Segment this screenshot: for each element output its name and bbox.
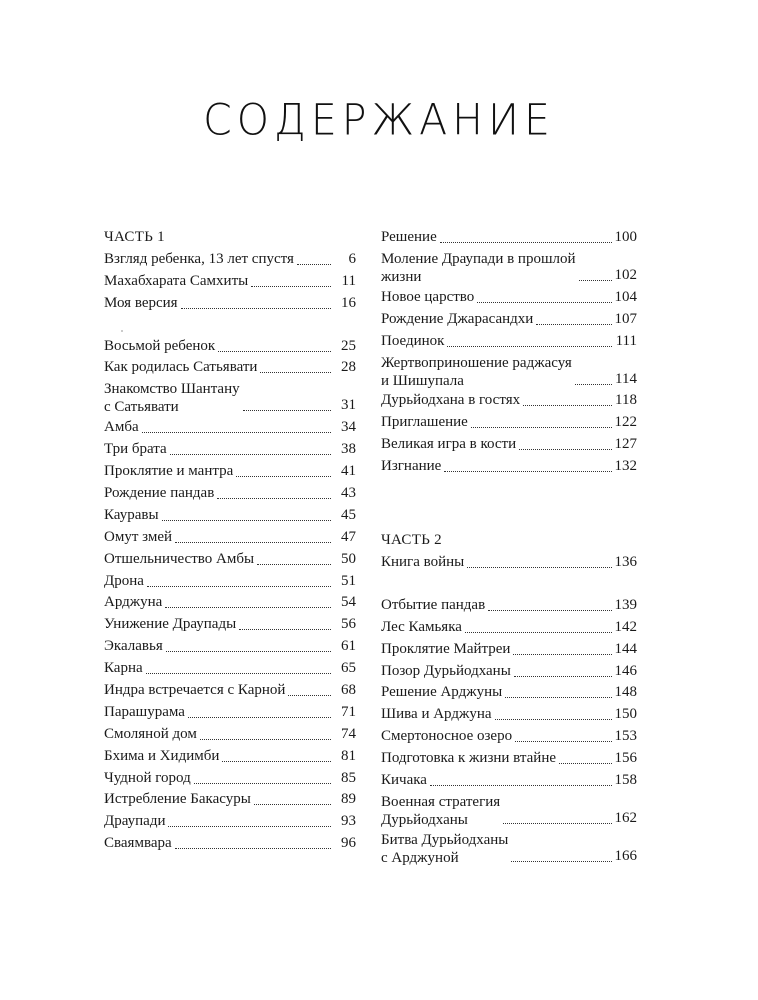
toc-entry-title: Рождение пандав <box>104 485 215 502</box>
toc-entry <box>381 769 637 791</box>
dot-leader <box>519 448 611 450</box>
toc-entry-page: 74 <box>341 725 356 742</box>
toc-entry-title: Новое царство <box>381 288 475 305</box>
toc-entry-page: 45 <box>341 506 356 523</box>
toc-entry <box>104 723 356 745</box>
toc-entry-title: Арджуна <box>104 594 163 611</box>
toc-entry <box>381 330 637 352</box>
toc-entry <box>104 701 356 723</box>
toc-entry-title: Знакомство Шантану с Сатьявати <box>104 381 240 416</box>
toc-entry-page: 111 <box>615 332 637 349</box>
dot-leader <box>465 631 612 633</box>
toc-entry-title: Смертоносное озеро <box>381 728 513 745</box>
toc-entry-page: 89 <box>341 791 356 808</box>
toc-entry-page: 104 <box>614 288 637 305</box>
toc-entry-title: Шива и Арджуна <box>381 706 492 723</box>
toc-column-right <box>381 226 637 867</box>
toc-entry-title: Приглашение <box>381 414 468 431</box>
toc-entry-page: 139 <box>614 596 637 613</box>
dot-leader <box>505 696 611 698</box>
dot-leader <box>175 847 331 849</box>
dot-leader <box>218 350 331 352</box>
toc-entry-title: Чудной город <box>104 769 191 786</box>
toc-entry <box>104 570 356 592</box>
toc-entry <box>381 660 637 682</box>
toc-entry-page: 54 <box>341 594 356 611</box>
toc-entry-title: Смоляной дом <box>104 725 197 742</box>
toc-entry-title: Карна <box>104 660 143 677</box>
toc-entry-page: 43 <box>341 485 356 502</box>
toc-entry <box>381 829 637 867</box>
dot-leader <box>523 404 612 406</box>
toc-entry <box>381 411 637 433</box>
dot-leader <box>142 431 331 433</box>
toc-entry-page: 107 <box>614 310 637 327</box>
toc-entry <box>104 657 356 679</box>
toc-entry <box>104 745 356 767</box>
toc-entry-page: 166 <box>614 848 637 865</box>
toc-entry <box>104 482 356 504</box>
dot-leader <box>503 822 611 824</box>
toc-entry <box>104 292 356 314</box>
toc-entry-page: 65 <box>341 660 356 677</box>
toc-entry-title: Моление Драупади в прошлой жизни <box>381 250 576 285</box>
toc-entry <box>104 635 356 657</box>
toc-entry <box>104 460 356 482</box>
toc-entry-title: Кичака <box>381 772 427 789</box>
toc-entry <box>104 832 356 854</box>
toc-entry <box>381 352 637 390</box>
dot-leader <box>175 541 331 543</box>
toc-entry-page: 51 <box>341 572 356 589</box>
toc-entry <box>104 357 356 379</box>
toc-entry <box>381 791 637 829</box>
toc-entry-page: 11 <box>341 272 356 289</box>
toc-entry-page: 6 <box>348 250 356 267</box>
dot-leader <box>536 323 611 325</box>
toc-entry-title: Отшельничество Амбы <box>104 550 255 567</box>
toc-entry <box>104 270 356 292</box>
toc-entry-page: 114 <box>615 370 637 387</box>
toc-entry-title: Истребление Бакасуры <box>104 791 251 808</box>
toc-entry-page: 61 <box>341 638 356 655</box>
toc-entry <box>381 455 637 477</box>
toc-entry-page: 56 <box>341 616 356 633</box>
toc-entry-title: Сваямвара <box>104 835 172 852</box>
part-1-group-a <box>104 248 356 314</box>
dot-leader <box>559 762 612 764</box>
toc-entry-page: 93 <box>341 813 356 830</box>
toc-entry <box>381 433 637 455</box>
dot-leader <box>236 475 331 477</box>
toc-entry-title: Жертвоприношение раджасуя и Шишупала <box>381 354 572 389</box>
dot-leader <box>430 784 612 786</box>
toc-entry <box>104 810 356 832</box>
toc-entry-title: Военная стратегия Дурьйодханы <box>381 794 501 829</box>
toc-entry-title: Битва Дурьйодханы с Арджуной <box>381 832 509 867</box>
dot-leader <box>194 782 331 784</box>
dot-leader <box>162 519 331 521</box>
toc-entry-page: 41 <box>341 463 356 480</box>
toc-entry <box>381 594 637 616</box>
dot-leader <box>260 371 331 373</box>
toc-entry-title: Кауравы <box>104 506 159 523</box>
dot-leader <box>222 760 331 762</box>
dot-leader <box>488 609 611 611</box>
toc-entry-title: Индра встречается с Карной <box>104 682 286 699</box>
toc-entry-page: 71 <box>341 703 356 720</box>
toc-entry-title: Восьмой ребенок <box>104 337 216 354</box>
toc-entry-page: 38 <box>341 441 356 458</box>
toc-entry-title: Проклятие Майтреи <box>381 640 511 657</box>
toc-entry-title: Подготовка к жизни втайне <box>381 750 556 767</box>
toc-entry-title: Изгнание <box>381 458 442 475</box>
toc-entry-title: Поединок <box>381 332 445 349</box>
toc-entry-page: 100 <box>614 228 637 245</box>
dot-leader <box>514 675 612 677</box>
toc-entry <box>104 526 356 548</box>
dot-leader <box>146 672 331 674</box>
toc-entry-page: 132 <box>614 458 637 475</box>
dot-leader <box>444 470 611 472</box>
toc-entry-title: Рождение Джарасандхи <box>381 310 534 327</box>
toc-entry-title: Позор Дурьйодханы <box>381 662 511 679</box>
toc-entry-title: Амба <box>104 419 139 436</box>
toc-entry <box>104 335 356 357</box>
toc-entry <box>381 703 637 725</box>
toc-entry-page: 25 <box>341 337 356 354</box>
toc-entry <box>381 747 637 769</box>
toc-entry-page: 158 <box>614 772 637 789</box>
toc-entry-page: 153 <box>614 728 637 745</box>
dot-leader <box>166 650 331 652</box>
part-1-label: ЧАСТЬ 1 <box>104 229 165 245</box>
dot-leader <box>447 345 612 347</box>
toc-entry-page: 68 <box>341 682 356 699</box>
toc-entry-page: 146 <box>614 662 637 679</box>
toc-entry-page: 118 <box>615 392 637 409</box>
toc-entry-page: 96 <box>341 835 356 852</box>
toc-entry <box>381 308 637 330</box>
dot-leader <box>251 285 331 287</box>
toc-entry-title: Взгляд ребенка, 13 лет спустя <box>104 250 294 267</box>
part-1-group-b <box>104 335 356 855</box>
toc-entry-page: 122 <box>614 414 637 431</box>
toc-entry <box>381 725 637 747</box>
toc-entry-title: Дрона <box>104 572 144 589</box>
toc-entry <box>381 616 637 638</box>
toc-entry-page: 47 <box>341 528 356 545</box>
dot-leader <box>513 653 611 655</box>
toc-entry-page: 31 <box>341 397 356 414</box>
dot-leader <box>297 263 331 265</box>
toc-entry <box>381 390 637 412</box>
toc-entry <box>381 682 637 704</box>
toc-entry-title: Проклятие и мантра <box>104 463 234 480</box>
toc-entry <box>381 226 637 248</box>
dot-leader <box>467 566 611 568</box>
dot-leader <box>579 279 612 281</box>
toc-entry-page: 136 <box>614 554 637 571</box>
dot-leader <box>288 694 331 696</box>
toc-column-left <box>104 226 356 854</box>
part-2-group-b <box>381 594 637 867</box>
toc-entry-title: Драупади <box>104 813 166 830</box>
toc-entry-title: Лес Камьяка <box>381 618 462 635</box>
dot-leader <box>440 241 612 243</box>
toc-entry-title: Бхима и Хидимби <box>104 747 220 764</box>
toc-entry <box>104 378 356 416</box>
toc-entry-title: Великая игра в кости <box>381 436 517 453</box>
toc-entry <box>381 551 637 573</box>
dot-leader <box>575 383 612 385</box>
toc-entry-title: Парашурама <box>104 703 185 720</box>
toc-entry-page: 102 <box>614 266 637 283</box>
toc-entry-title: Махабхарата Самхиты <box>104 272 249 289</box>
part-2-label: ЧАСТЬ 2 <box>381 532 442 549</box>
toc-entry-page: 50 <box>341 550 356 567</box>
dot-leader <box>165 606 331 608</box>
toc-entry <box>104 613 356 635</box>
toc-entry-title: Экалавья <box>104 638 163 655</box>
dot-leader <box>471 426 612 428</box>
toc-entry-page: 142 <box>614 618 637 635</box>
dot-leader <box>495 718 612 720</box>
dot-leader <box>181 307 331 309</box>
dot-leader <box>188 716 331 718</box>
toc-entry-page: 144 <box>614 640 637 657</box>
toc-entry <box>381 286 637 308</box>
part-2-group-a <box>381 551 637 573</box>
toc-entry-page: 28 <box>341 359 356 376</box>
dot-leader <box>170 453 331 455</box>
toc-entry-title: Моя версия <box>104 294 178 311</box>
toc-entry <box>104 438 356 460</box>
dot-leader <box>217 497 331 499</box>
toc-entry-page: 127 <box>614 436 637 453</box>
page-title: СОДЕРЖАНИЕ <box>203 94 555 146</box>
toc-entry <box>104 248 356 270</box>
toc-entry-title: Книга войны <box>381 554 465 571</box>
toc-entry-page: 34 <box>341 419 356 436</box>
dot-leader <box>477 301 611 303</box>
toc-entry-page: 81 <box>341 747 356 764</box>
dot-leader <box>515 740 611 742</box>
toc-entry <box>104 767 356 789</box>
dot-leader <box>254 803 331 805</box>
toc-entry-title: Омут змей <box>104 528 173 545</box>
part-1-continued <box>381 226 637 477</box>
toc-entry <box>104 416 356 438</box>
toc-entry-title: Дурьйодхана в гостях <box>381 392 521 409</box>
toc-entry <box>104 592 356 614</box>
toc-entry <box>104 679 356 701</box>
toc-entry-page: 156 <box>614 750 637 767</box>
toc-entry-title: Как родилась Сатьявати <box>104 359 258 376</box>
toc-entry-title: Три брата <box>104 441 167 458</box>
dot-leader <box>200 738 331 740</box>
toc-entry-title: Решение <box>381 228 437 245</box>
toc-entry-page: 16 <box>341 294 356 311</box>
toc-entry <box>104 504 356 526</box>
toc-entry <box>104 548 356 570</box>
toc-entry-title: Отбытие пандав <box>381 596 486 613</box>
dot-leader <box>511 860 611 862</box>
dot-leader <box>147 585 331 587</box>
toc-entry-title: Унижение Драупады <box>104 616 237 633</box>
dot-leader <box>243 409 331 411</box>
toc-entry-page: 162 <box>614 810 637 827</box>
toc-entry <box>381 248 637 286</box>
toc-entry <box>104 789 356 811</box>
dot-leader <box>168 825 331 827</box>
dot-leader <box>257 563 331 565</box>
toc-entry-page: 85 <box>341 769 356 786</box>
toc-entry-page: 150 <box>614 706 637 723</box>
toc-entry-title: Решение Арджуны <box>381 684 503 701</box>
toc-entry <box>381 638 637 660</box>
toc-entry-page: 148 <box>614 684 637 701</box>
dot-leader <box>239 628 331 630</box>
